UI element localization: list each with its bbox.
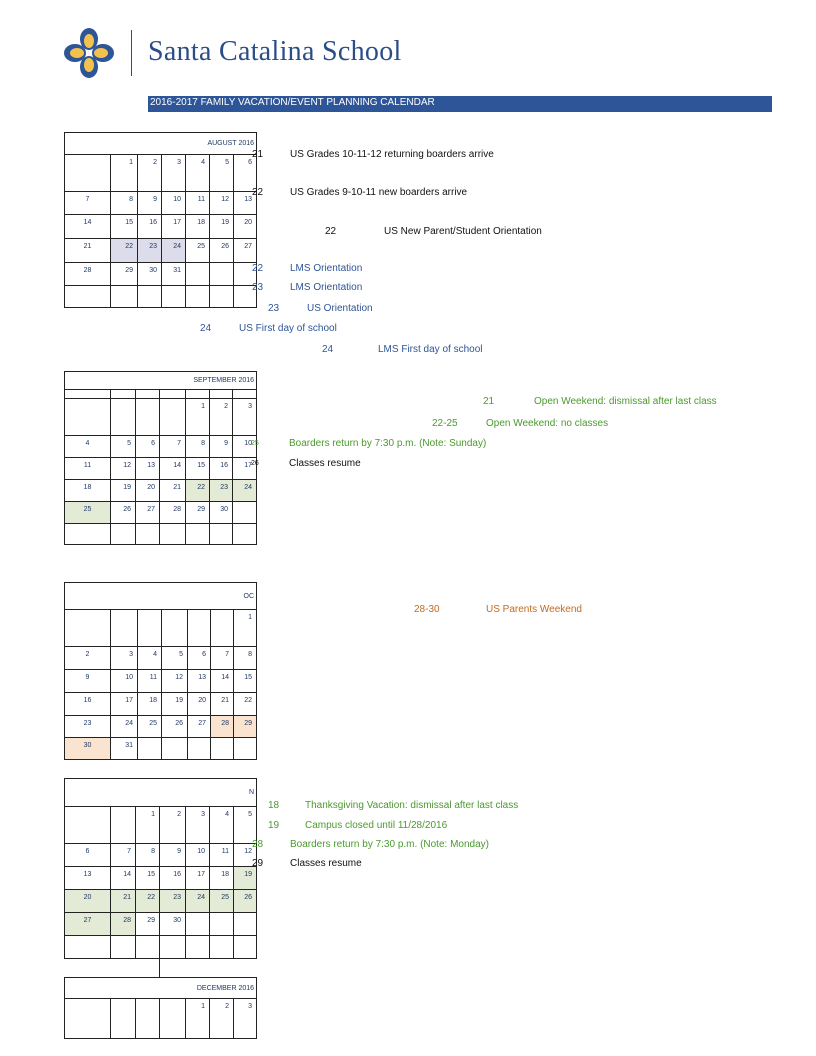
day-cell: 12 <box>244 848 253 855</box>
day-cell: 7 <box>225 651 229 658</box>
day-cell-highlight: 24 <box>244 484 253 491</box>
day-cell: 2 <box>85 651 90 658</box>
day-cell-highlight: 24 <box>197 894 205 901</box>
event-date: 22-25 <box>432 418 458 429</box>
day-cell: 17 <box>173 219 181 226</box>
day-cell: 16 <box>220 462 228 469</box>
day-cell: 6 <box>248 159 253 166</box>
event-text: Open Weekend: no classes <box>486 418 609 429</box>
day-cell: 7 <box>85 196 90 203</box>
event-date: 29 <box>252 858 264 869</box>
event-date: 24 <box>322 344 334 355</box>
day-cell-highlight: 28 <box>221 720 229 727</box>
day-cell: 7 <box>127 848 131 855</box>
day-cell: 12 <box>221 196 229 203</box>
day-cell: 21 <box>83 243 92 250</box>
day-cell: 4 <box>225 811 229 818</box>
day-cell: 20 <box>198 697 206 704</box>
day-cell: 16 <box>173 871 181 878</box>
day-cell: 4 <box>201 159 205 166</box>
title-banner <box>148 96 772 112</box>
day-cell: 5 <box>225 159 229 166</box>
day-cell: 31 <box>173 267 181 274</box>
day-cell-highlight: 19 <box>244 871 253 878</box>
event-text: Campus closed until 11/28/2016 <box>305 820 448 831</box>
day-cell: 2 <box>224 403 228 410</box>
day-cell: 10 <box>244 440 253 447</box>
month-title: AUGUST 2016 <box>65 133 257 155</box>
connector-line <box>159 958 160 978</box>
day-cell: 27 <box>147 506 155 513</box>
event-text: US New Parent/Student Orientation <box>384 226 542 237</box>
event-date: 18 <box>268 800 280 811</box>
day-cell: 26 <box>221 243 229 250</box>
header-divider <box>131 30 132 76</box>
day-cell: 3 <box>177 159 181 166</box>
day-cell: 1 <box>248 614 253 621</box>
event-text: US Parents Weekend <box>486 604 582 615</box>
day-cell: 17 <box>125 697 133 704</box>
day-cell: 18 <box>221 871 229 878</box>
day-cell: 14 <box>221 674 229 681</box>
day-cell: 5 <box>248 811 253 818</box>
day-cell: 13 <box>83 871 92 878</box>
day-cell: 26 <box>123 506 131 513</box>
day-cell: 24 <box>125 720 133 727</box>
day-cell: 15 <box>125 219 133 226</box>
day-cell: 12 <box>175 674 183 681</box>
month-title: SEPTEMBER 2016 <box>65 372 257 390</box>
day-cell-highlight: 26 <box>244 894 253 901</box>
event-text: Boarders return by 7:30 p.m. (Note: Sunday) <box>289 438 487 449</box>
day-cell: 3 <box>248 403 253 410</box>
day-cell: 11 <box>221 848 229 855</box>
event-date: 21 <box>483 396 495 407</box>
school-name: Santa Catalina School <box>148 36 402 67</box>
day-cell-highlight: 22 <box>125 243 133 250</box>
day-cell: 1 <box>129 159 133 166</box>
day-cell: 2 <box>177 811 181 818</box>
day-cell-highlight: 21 <box>123 894 131 901</box>
calendar-october <box>64 582 257 760</box>
day-cell: 11 <box>197 196 205 203</box>
day-cell: 28 <box>173 506 181 513</box>
day-cell: 29 <box>125 267 133 274</box>
day-cell-highlight: 30 <box>83 742 92 749</box>
day-cell: 26 <box>175 720 183 727</box>
day-cell: 1 <box>201 403 205 410</box>
day-cell: 6 <box>202 651 206 658</box>
day-cell-highlight: 23 <box>220 484 228 491</box>
day-cell: 9 <box>85 674 90 681</box>
day-cell: 27 <box>244 243 253 250</box>
event-date: 22 <box>325 226 337 237</box>
day-cell: 31 <box>125 742 133 749</box>
day-cell: 9 <box>224 440 228 447</box>
day-cell: 29 <box>197 506 205 513</box>
day-cell: 21 <box>221 697 229 704</box>
event-text: Boarders return by 7:30 p.m. (Note: Monday) <box>290 839 489 850</box>
day-cell-highlight: 22 <box>197 484 205 491</box>
day-cell: 19 <box>123 484 131 491</box>
event-text: US Grades 10-11-12 returning boarders arrive <box>290 149 494 160</box>
event-date: 26 <box>251 460 259 467</box>
event-date: 19 <box>268 820 280 831</box>
event-text: US Grades 9-10-11 new boarders arrive <box>290 187 468 198</box>
day-cell: 3 <box>248 1003 253 1010</box>
event-date: 28-30 <box>414 604 440 615</box>
day-cell: 5 <box>127 440 131 447</box>
event-text: Classes resume <box>290 858 362 869</box>
day-cell: 17 <box>197 871 205 878</box>
month-title: DECEMBER 2016 <box>65 978 257 999</box>
calendar-september <box>64 371 257 545</box>
day-cell: 20 <box>244 219 253 226</box>
day-cell: 19 <box>175 697 183 704</box>
day-cell: 19 <box>221 219 229 226</box>
day-cell-highlight: 25 <box>83 506 92 513</box>
day-cell: 8 <box>129 196 133 203</box>
day-cell: 17 <box>244 462 253 469</box>
day-cell-highlight: 29 <box>244 720 253 727</box>
day-cell: 30 <box>149 267 157 274</box>
event-date: 21 <box>252 149 264 160</box>
event-date: 28 <box>252 839 264 850</box>
day-cell: 18 <box>197 219 205 226</box>
day-cell: 14 <box>83 219 92 226</box>
day-cell: 11 <box>83 462 92 469</box>
day-cell: 28 <box>83 267 92 274</box>
day-cell: 13 <box>244 196 253 203</box>
day-cell: 8 <box>248 651 253 658</box>
event-text: LMS Orientation <box>290 282 363 293</box>
day-cell: 4 <box>153 651 157 658</box>
day-cell: 29 <box>147 917 155 924</box>
event-text: LMS First day of school <box>378 344 483 355</box>
day-cell: 14 <box>123 871 131 878</box>
event-text: Open Weekend: dismissal after last class <box>534 396 717 407</box>
day-cell: 2 <box>225 1003 229 1010</box>
school-logo-icon <box>64 28 114 78</box>
calendar-november <box>64 778 257 959</box>
day-cell: 30 <box>220 506 228 513</box>
day-cell: 9 <box>153 196 157 203</box>
day-cell-highlight: 25 <box>221 894 229 901</box>
day-cell: 6 <box>151 440 155 447</box>
month-title: N <box>65 779 257 807</box>
day-cell: 27 <box>198 720 206 727</box>
day-cell: 10 <box>173 196 181 203</box>
day-cell: 21 <box>173 484 181 491</box>
day-cell: 10 <box>197 848 205 855</box>
day-cell: 9 <box>177 848 181 855</box>
event-text: Thanksgiving Vacation: dismissal after last class <box>305 800 519 811</box>
day-cell: 23 <box>83 720 92 727</box>
day-cell: 25 <box>149 720 157 727</box>
event-date: 24 <box>200 323 212 334</box>
day-cell: 22 <box>244 697 253 704</box>
calendar-august <box>64 132 257 308</box>
event-date: 22 <box>252 263 264 274</box>
event-date: 22 <box>252 187 264 198</box>
day-cell-highlight: 23 <box>149 243 157 250</box>
day-cell-highlight: 20 <box>83 894 92 901</box>
event-date: 23 <box>268 303 280 314</box>
event-date: 23 <box>252 282 264 293</box>
day-cell-highlight: 28 <box>123 917 131 924</box>
day-cell: 15 <box>197 462 205 469</box>
day-cell: 20 <box>147 484 155 491</box>
day-cell: 1 <box>201 1003 205 1010</box>
day-cell: 11 <box>149 674 157 681</box>
day-cell: 5 <box>179 651 183 658</box>
day-cell: 15 <box>147 871 155 878</box>
day-cell: 18 <box>83 484 92 491</box>
day-cell: 3 <box>201 811 205 818</box>
day-cell: 30 <box>173 917 181 924</box>
day-cell-highlight: 22 <box>147 894 155 901</box>
banner-title: 2016-2017 FAMILY VACATION/EVENT PLANNING CALENDAR <box>150 97 435 108</box>
day-cell: 8 <box>201 440 205 447</box>
day-cell: 4 <box>85 440 90 447</box>
day-cell: 16 <box>83 697 92 704</box>
day-cell: 8 <box>151 848 155 855</box>
day-cell: 3 <box>129 651 133 658</box>
calendar-december <box>64 977 257 1039</box>
day-cell-highlight: 23 <box>173 894 181 901</box>
day-cell-highlight: 24 <box>173 243 181 250</box>
event-text: Classes resume <box>289 458 361 469</box>
day-cell: 18 <box>149 697 157 704</box>
day-cell: 16 <box>149 219 157 226</box>
day-cell: 7 <box>177 440 181 447</box>
event-text: LMS Orientation <box>290 263 363 274</box>
day-cell: 25 <box>197 243 205 250</box>
event-text: US Orientation <box>307 303 373 314</box>
day-cell: 15 <box>244 674 253 681</box>
day-cell: 12 <box>123 462 131 469</box>
day-cell: 6 <box>85 848 90 855</box>
day-cell: 2 <box>153 159 157 166</box>
day-cell: 13 <box>147 462 155 469</box>
event-text: US First day of school <box>239 323 337 334</box>
day-cell: 1 <box>151 811 155 818</box>
day-cell-highlight: 27 <box>83 917 92 924</box>
month-title: OC <box>65 583 257 610</box>
event-date: 25 <box>251 440 259 447</box>
day-cell: 13 <box>198 674 206 681</box>
day-cell: 10 <box>125 674 133 681</box>
day-cell: 14 <box>173 462 181 469</box>
